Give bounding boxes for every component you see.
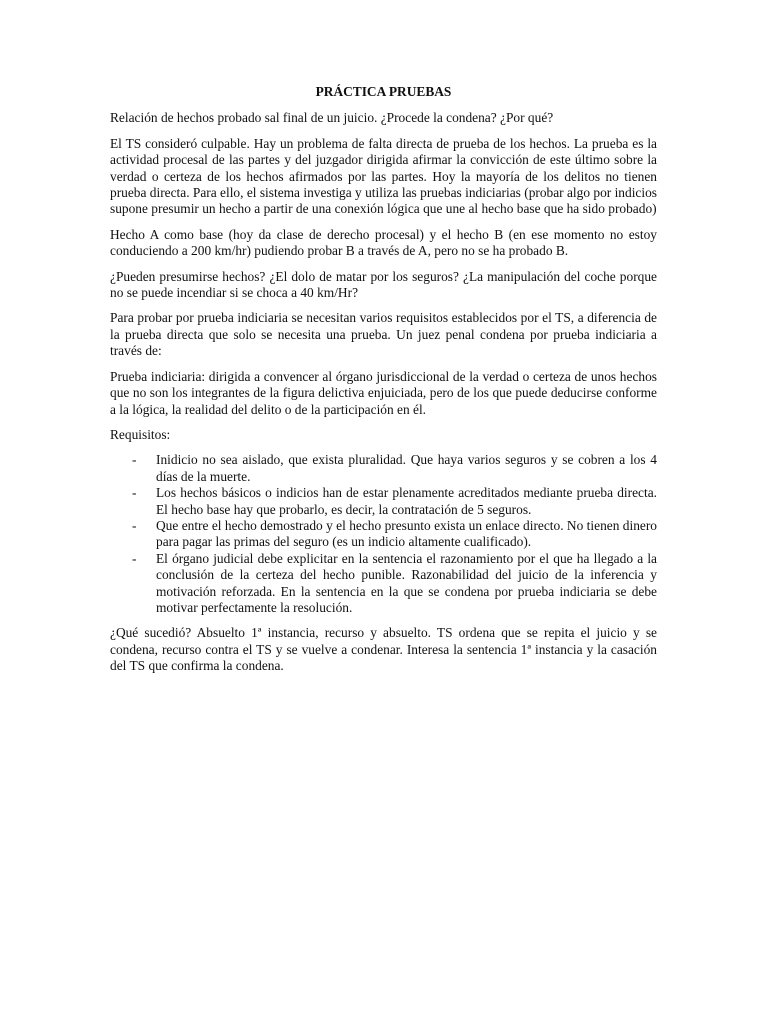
list-item [110, 452, 657, 485]
paragraph-hecho-a-b: Hecho A como base (hoy da clase de derecho procesal) y el hecho B (en ese momento no estoy conduciendo a 200 km/hr) pudiendo probar B a través de A, pero no se ha probado B. [110, 226, 657, 259]
paragraph-presumir-hechos: ¿Pueden presumirse hechos? ¿El dolo de matar por los seguros? ¿La manipulación del coche porque no se puede incendiar si se choca a 40 km/Hr? [110, 268, 657, 301]
list-item [110, 518, 657, 551]
list-item [110, 551, 657, 617]
document-body [110, 84, 657, 684]
requirement-text: Los hechos básicos o indicios han de estar plenamente acreditados mediante prueba directa. El hecho base hay que probarlo, es decir, la contratación de 5 seguros. [156, 485, 657, 517]
bullet-dash: - [132, 452, 137, 468]
requirements-list [110, 452, 657, 616]
requirement-text: Inidicio no sea aislado, que exista pluralidad. Que haya varios seguros y se cobren a los 4 días de la muerte. [156, 452, 657, 484]
bullet-dash: - [132, 550, 137, 566]
paragraph-ts-considered: El TS consideró culpable. Hay un problema de falta directa de prueba de los hechos. La prueba es la actividad procesal de las partes y del juzgador dirigida afirmar la convicción de este último sobre la verdad o certeza de los hechos afirmados por las partes. Hoy la mayoría de los delitos no tienen prueba directa. Para ello, el sistema investiga y utiliza las pruebas indiciarias (probar algo por indicios supone presumir un hecho a partir de una conexión lógica que une al hecho base que ha sido probado) [110, 135, 657, 217]
paragraph-requisitos-intro: Para probar por prueba indiciaria se necesitan varios requisitos establecidos por el TS, a diferencia de la prueba directa que solo se necesita una prueba. Un juez penal condena por prueba indiciaria a través de: [110, 310, 657, 359]
paragraph-question: Relación de hechos probado sal final de un juicio. ¿Procede la condena? ¿Por qué? [110, 110, 554, 126]
document-title: PRÁCTICA PRUEBAS [315, 84, 452, 99]
paragraph-requisitos-heading: Requisitos: [110, 426, 171, 442]
paragraph-que-sucedio: ¿Qué sucedió? Absuelto 1ª instancia, recurso y absuelto. TS ordena que se repita el juicio y se condena, recurso contra el TS y se vuelve a condenar. Interesa la sentencia 1ª instancia y la casación del TS que confirma la condena. [110, 625, 657, 674]
list-item [110, 485, 657, 518]
requirement-text: El órgano judicial debe explicitar en la sentencia el razonamiento por el que ha llegado a la conclusión de la certeza del hecho punible. Razonabilidad del juicio de la inferencia y motivación reforzada. En la sentencia en la que se condena por prueba indiciaria se debe motivar perfectamente la resolución. [156, 550, 657, 615]
bullet-dash: - [132, 485, 137, 501]
paragraph-prueba-indiciaria: Prueba indiciaria: dirigida a convencer al órgano jurisdiccional de la verdad o certeza de unos hechos que no son los integrantes de la figura delictiva enjuiciada, pero de los que puede deducirse conforme a la lógica, la realidad del delito o de la participación en él. [110, 368, 657, 417]
requirement-text: Que entre el hecho demostrado y el hecho presunto exista un enlace directo. No tienen dinero para pagar las primas del seguro (es un indicio altamente cualificado). [156, 517, 657, 550]
bullet-dash: - [132, 517, 137, 533]
